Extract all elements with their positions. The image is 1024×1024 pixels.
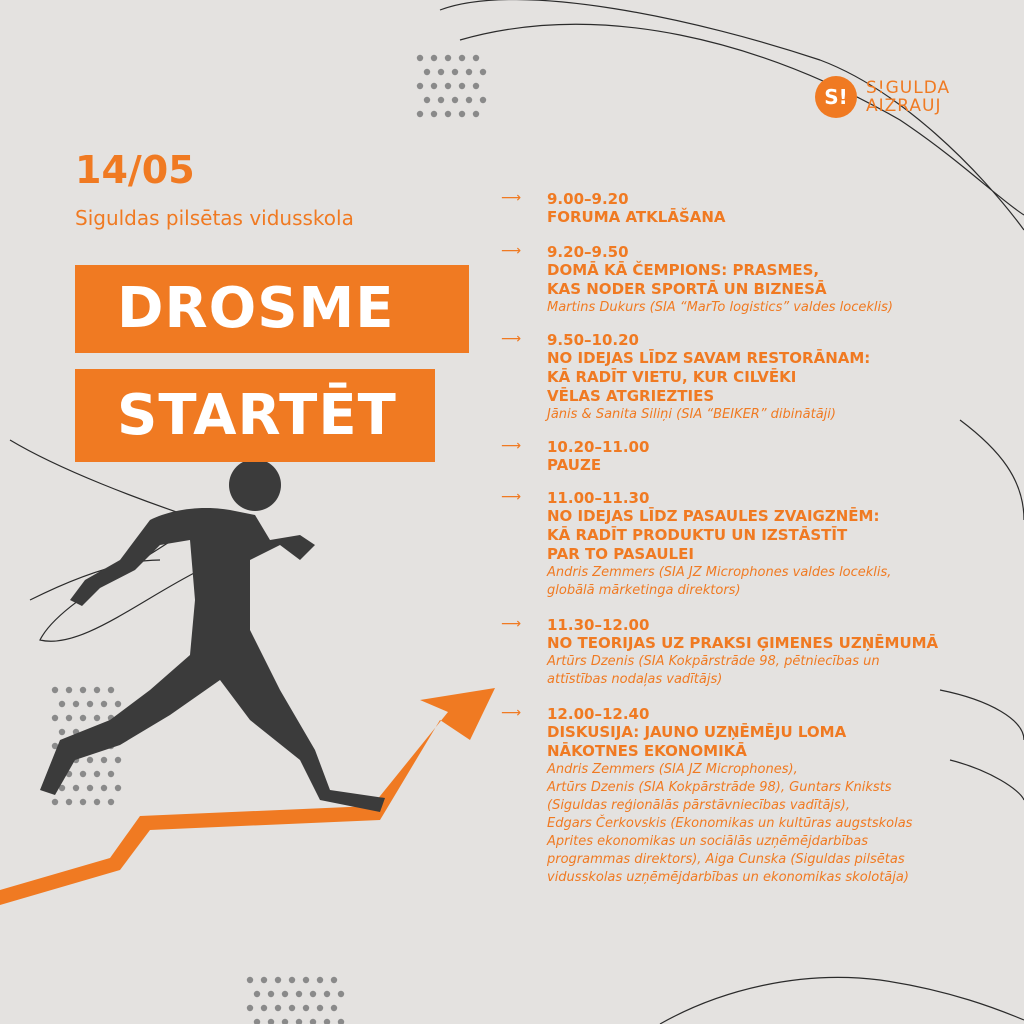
decor-dot xyxy=(289,1005,295,1011)
decor-dot xyxy=(80,687,86,693)
schedule-title: FORUMA ATKLĀŠANA xyxy=(547,208,726,226)
title-box-line-2: STARTĒT xyxy=(75,369,435,462)
schedule-title: NO TEORIJAS UZ PRAKSI ĢIMENES UZŅĒMUMĀ xyxy=(547,634,939,652)
schedule-time: 9.00–9.20 xyxy=(547,190,629,208)
decor-dot xyxy=(431,83,437,89)
decor-dot xyxy=(108,771,114,777)
decor-dot xyxy=(452,69,458,75)
decor-dot xyxy=(94,799,100,805)
decor-dot xyxy=(445,83,451,89)
decor-dot xyxy=(108,687,114,693)
schedule-item xyxy=(501,243,1001,317)
decor-dot xyxy=(289,977,295,983)
decor-dot xyxy=(466,69,472,75)
logo-line-2: AIZRAUJ xyxy=(866,96,942,116)
decor-dot xyxy=(480,69,486,75)
decor-dot xyxy=(87,757,93,763)
schedule-item xyxy=(501,331,1001,424)
arrow-right-icon: ⟶ xyxy=(501,331,522,347)
decor-dot xyxy=(52,799,58,805)
decor-dot xyxy=(261,1005,267,1011)
decor-dot xyxy=(94,715,100,721)
decor-dot xyxy=(101,757,107,763)
decor-dot xyxy=(331,1005,337,1011)
decor-dot xyxy=(431,55,437,61)
decor-dot xyxy=(66,799,72,805)
schedule-speaker: Martins Dukurs (SIA “MarTo logistics” valdes loceklis) xyxy=(547,300,893,315)
schedule-time: 10.20–11.00 xyxy=(547,438,650,456)
decor-dot xyxy=(317,977,323,983)
decor-dot xyxy=(445,55,451,61)
decor-dot xyxy=(73,701,79,707)
decor-dot xyxy=(473,55,479,61)
schedule-speaker: Andris Zemmers (SIA JZ Microphones valdes loceklis, globālā mārketinga direktors) xyxy=(547,565,892,598)
decor-dot xyxy=(52,687,58,693)
decor-dot xyxy=(94,771,100,777)
decor-dot xyxy=(417,83,423,89)
decor-dot xyxy=(115,785,121,791)
decor-dot xyxy=(417,111,423,117)
schedule-speaker: Artūrs Dzenis (SIA Kokpārstrāde 98, pētniecības un attīstības nodaļas vadītājs) xyxy=(547,654,880,687)
decor-dot xyxy=(473,83,479,89)
decor-dot xyxy=(59,729,65,735)
decor-dot xyxy=(459,111,465,117)
arrow-right-icon: ⟶ xyxy=(501,616,522,632)
decor-dot xyxy=(94,687,100,693)
growth-arrow xyxy=(0,688,495,905)
schedule-time: 12.00–12.40 xyxy=(547,705,650,723)
decor-dot xyxy=(247,1005,253,1011)
decor-dot xyxy=(338,1019,344,1024)
arrow-right-icon: ⟶ xyxy=(501,190,522,206)
arrow-right-icon: ⟶ xyxy=(501,489,522,505)
decor-dot xyxy=(80,771,86,777)
decor-dot xyxy=(254,991,260,997)
decor-dot xyxy=(324,991,330,997)
schedule-item xyxy=(501,489,1001,600)
decor-dot xyxy=(459,83,465,89)
schedule-time: 11.30–12.00 xyxy=(547,616,650,634)
decor-dot xyxy=(66,687,72,693)
decor-dot xyxy=(108,799,114,805)
decor-dot xyxy=(66,715,72,721)
decor-dot xyxy=(59,701,65,707)
schedule-title: NO IDEJAS LĪDZ SAVAM RESTORĀNAM: KĀ RADĪT VIETU, KUR CILVĒKI VĒLAS ATGRIEZTIES xyxy=(547,349,871,405)
decor-dot xyxy=(438,97,444,103)
schedule-item xyxy=(501,705,1001,887)
decor-dot xyxy=(473,111,479,117)
decor-dot xyxy=(73,785,79,791)
dot-pattern-bottom xyxy=(247,977,344,1024)
decor-dot xyxy=(480,97,486,103)
decor-dot xyxy=(310,991,316,997)
title-box-line-1: DROSME xyxy=(75,265,469,353)
schedule-title: DISKUSIJA: JAUNO UZŅĒMĒJU LOMA NĀKOTNES EKONOMIKĀ xyxy=(547,723,847,760)
logo-mark: S! xyxy=(815,76,857,118)
dot-pattern-top xyxy=(417,55,486,117)
schedule-time: 11.00–11.30 xyxy=(547,489,650,507)
schedule-speaker: Andris Zemmers (SIA JZ Microphones), Artūrs Dzenis (SIA Kokpārstrāde 98), Guntars Kniksts (Siguldas reģionālās pārstāvniecības vadītājs), Edgars Čerkovskis (Ekonomikas un kultūras augstskolas Aprites ekonomikas un sociālās uzņēmējdarbības programmas direktors), Aiga Cunska (Siguldas pilsētas vidusskolas uzņēmējdarbības un ekonomikas skolotāja) xyxy=(547,762,913,885)
decor-dot xyxy=(331,977,337,983)
event-date: 14/05 xyxy=(75,148,195,192)
decor-dot xyxy=(466,97,472,103)
decor-dot xyxy=(296,991,302,997)
decor-dot xyxy=(296,1019,302,1024)
decor-dot xyxy=(52,715,58,721)
decor-dot xyxy=(87,701,93,707)
decor-dot xyxy=(80,799,86,805)
decor-dot xyxy=(115,701,121,707)
decor-dot xyxy=(268,1019,274,1024)
schedule-list xyxy=(501,190,1001,887)
logo-line-1: S!GULDA xyxy=(866,78,951,98)
schedule-title: PAUZE xyxy=(547,456,602,474)
schedule-time: 9.20–9.50 xyxy=(547,243,629,261)
scribble-line-bottom xyxy=(660,977,1024,1024)
decor-dot xyxy=(80,715,86,721)
decor-dot xyxy=(282,991,288,997)
decor-dot xyxy=(424,97,430,103)
sigulda-logo xyxy=(815,76,950,118)
decor-dot xyxy=(459,55,465,61)
decor-dot xyxy=(247,977,253,983)
decor-dot xyxy=(417,55,423,61)
decor-dot xyxy=(303,977,309,983)
schedule-time: 9.50–10.20 xyxy=(547,331,639,349)
arrow-right-icon: ⟶ xyxy=(501,438,522,454)
logo-text xyxy=(866,79,950,115)
schedule-speaker: Jānis & Sanita Siliņi (SIA “BEIKER” dibinātāji) xyxy=(547,407,836,422)
schedule-title: NO IDEJAS LĪDZ PASAULES ZVAIGZNĒM: KĀ RADĪT PRODUKTU UN IZSTĀSTĪT PAR TO PASAULEI xyxy=(547,507,880,563)
decor-dot xyxy=(275,977,281,983)
decor-dot xyxy=(338,991,344,997)
decor-dot xyxy=(282,1019,288,1024)
decor-dot xyxy=(452,97,458,103)
arrow-right-icon: ⟶ xyxy=(501,243,522,259)
arrow-right-icon: ⟶ xyxy=(501,705,522,721)
decor-dot xyxy=(438,69,444,75)
decor-dot xyxy=(424,69,430,75)
schedule-item xyxy=(501,438,1001,475)
decor-dot xyxy=(101,785,107,791)
decor-dot xyxy=(115,757,121,763)
decor-dot xyxy=(268,991,274,997)
decor-dot xyxy=(431,111,437,117)
event-venue: Siguldas pilsētas vidusskola xyxy=(75,206,354,230)
schedule-item xyxy=(501,616,1001,689)
decor-dot xyxy=(303,1005,309,1011)
decor-dot xyxy=(445,111,451,117)
decor-dot xyxy=(317,1005,323,1011)
decor-dot xyxy=(101,701,107,707)
decor-dot xyxy=(324,1019,330,1024)
decor-dot xyxy=(310,1019,316,1024)
schedule-item xyxy=(501,190,1001,227)
schedule-title: DOMĀ KĀ ČEMPIONS: PRASMES, KAS NODER SPORTĀ UN BIZNESĀ xyxy=(547,261,827,298)
decor-dot xyxy=(87,785,93,791)
decor-dot xyxy=(254,1019,260,1024)
decor-dot xyxy=(275,1005,281,1011)
decor-dot xyxy=(261,977,267,983)
